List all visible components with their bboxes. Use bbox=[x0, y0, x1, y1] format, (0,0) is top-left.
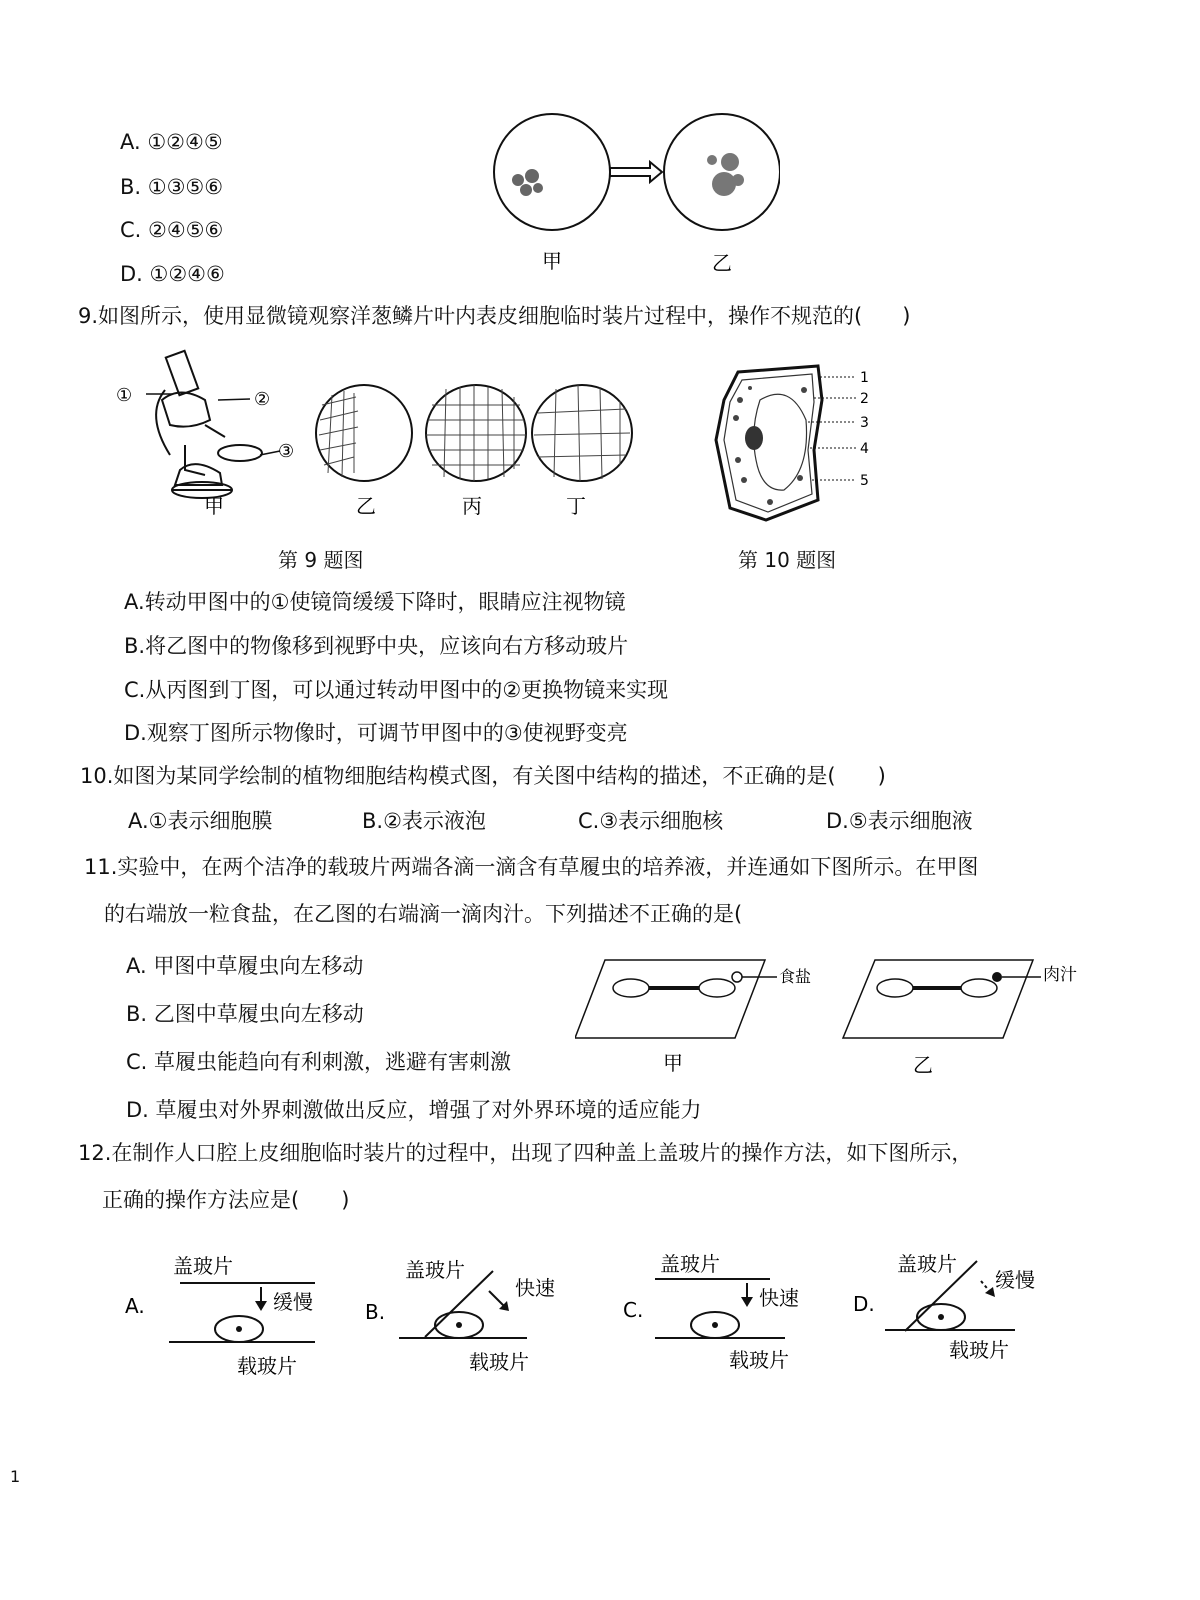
broth-drop bbox=[992, 972, 1002, 982]
arrow-icon-d bbox=[985, 1287, 995, 1297]
q12-slide-d: 载玻片 bbox=[949, 1338, 1009, 1362]
microscope-drawing bbox=[156, 351, 262, 498]
channel-jia bbox=[649, 986, 699, 990]
drop-right-jia bbox=[699, 979, 735, 997]
cell-label-5: 5 bbox=[860, 473, 869, 489]
q12-cover-c: 盖玻片 bbox=[660, 1252, 720, 1276]
q12-slide-b: 载玻片 bbox=[469, 1350, 529, 1374]
q10-option-a: A.①表示细胞膜 bbox=[128, 809, 273, 833]
q12-letter-b: B. bbox=[365, 1300, 386, 1324]
field-of-view-yi bbox=[664, 114, 780, 230]
q8-figure bbox=[480, 100, 780, 290]
q9-caption: 第 9 题图 bbox=[278, 548, 364, 572]
q12-panel-c bbox=[623, 1252, 799, 1372]
q11-stem-line1: 11.实验中，在两个洁净的载玻片两端各滴一滴含有草履虫的培养液，并连通如下图所示。在甲图 bbox=[84, 855, 979, 879]
arrow-down-icon bbox=[741, 1297, 753, 1307]
q12-speed-c: 快速 bbox=[759, 1286, 799, 1310]
q12-stem-line1: 12.在制作人口腔上皮细胞临时装片的过程中，出现了四种盖上盖玻片的操作方法，如下图所示， bbox=[78, 1141, 973, 1165]
slide-yi bbox=[843, 960, 1033, 1038]
salt-label: 食盐 bbox=[779, 967, 812, 986]
q10-option-b: B.②表示液泡 bbox=[362, 809, 486, 833]
q11-option-c: C. 草履虫能趋向有利刺激，逃避有害刺激 bbox=[126, 1050, 512, 1074]
q12-letter-a: A. bbox=[125, 1294, 145, 1318]
q12-cover-d: 盖玻片 bbox=[897, 1252, 957, 1276]
q11-option-d: D. 草履虫对外界刺激做出反应，增强了对外界环境的适应能力 bbox=[126, 1098, 702, 1122]
q8-option-c: C. ②④⑤⑥ bbox=[120, 218, 224, 242]
microscope-label-3: ③ bbox=[278, 441, 295, 462]
q8-option-a: A. ①②④⑤ bbox=[120, 130, 223, 154]
arrow-right-icon bbox=[610, 162, 662, 182]
q10-caption: 第 10 题图 bbox=[738, 548, 837, 572]
arrow-down-icon bbox=[255, 1301, 267, 1311]
q10-figure bbox=[710, 360, 890, 530]
q9-label-ding: 丁 bbox=[566, 494, 586, 518]
q12-speed-b: 快速 bbox=[515, 1276, 555, 1300]
q9-option-a: A.转动甲图中的①使镜筒缓缓下降时，眼睛应注视物镜 bbox=[124, 590, 626, 614]
cell-label-4: 4 bbox=[860, 441, 869, 457]
q10-option-d: D.⑤表示细胞液 bbox=[826, 809, 973, 833]
q11-option-a: A. 甲图中草履虫向左移动 bbox=[126, 954, 364, 978]
field-bing bbox=[426, 385, 526, 481]
q12-panel-d bbox=[853, 1252, 1035, 1362]
q9-label-bing: 丙 bbox=[462, 494, 482, 518]
q12-figure bbox=[115, 1245, 1095, 1395]
q11-stem-line2: 的右端放一粒食盐，在乙图的右端滴一滴肉汁。下列描述不正确的是( bbox=[104, 902, 743, 926]
q8-label-jia: 甲 bbox=[542, 249, 562, 273]
q12-slide-c: 载玻片 bbox=[729, 1348, 789, 1372]
q12-cover-b: 盖玻片 bbox=[405, 1258, 465, 1282]
q9-figure bbox=[110, 345, 650, 520]
drop-right-yi bbox=[961, 979, 997, 997]
page-number: 1 bbox=[10, 1467, 21, 1486]
q8-option-b: B. ①③⑤⑥ bbox=[120, 175, 224, 199]
q10-stem: 10.如图为某同学绘制的植物细胞结构模式图，有关图中结构的描述，不正确的是( ) bbox=[80, 764, 886, 788]
q8-label-yi: 乙 bbox=[712, 251, 732, 275]
nucleus bbox=[745, 426, 763, 450]
q11-label-yi: 乙 bbox=[913, 1053, 933, 1077]
q12-panel-a bbox=[125, 1254, 315, 1378]
q11-option-b: B. 乙图中草履虫向左移动 bbox=[126, 1002, 364, 1026]
q11-label-jia: 甲 bbox=[663, 1051, 683, 1075]
q9-label-jia: 甲 bbox=[204, 494, 224, 518]
cell-membrane bbox=[724, 374, 814, 512]
q11-figure bbox=[575, 950, 1095, 1080]
q9-option-d: D.观察丁图所示物像时，可调节甲图中的③使视野变亮 bbox=[124, 721, 628, 745]
field-of-view-jia bbox=[494, 114, 610, 230]
drop-left-yi bbox=[877, 979, 913, 997]
field-ding-cells bbox=[534, 385, 630, 481]
q12-cover-a: 盖玻片 bbox=[173, 1254, 233, 1278]
q12-letter-d: D. bbox=[853, 1292, 875, 1316]
q12-speed-a: 缓慢 bbox=[273, 1290, 313, 1314]
q9-label-yi: 乙 bbox=[356, 494, 376, 518]
q8-option-d: D. ①②④⑥ bbox=[120, 262, 225, 286]
cell-label-2: 2 bbox=[860, 391, 869, 407]
cell-label-1: 1 bbox=[860, 370, 869, 386]
broth-label: 肉汁 bbox=[1043, 965, 1077, 985]
drop-left-jia bbox=[613, 979, 649, 997]
q10-option-c: C.③表示细胞核 bbox=[578, 809, 724, 833]
cell-label-3: 3 bbox=[860, 415, 869, 431]
field-yi-cells bbox=[319, 391, 358, 477]
microscope-label-2: ② bbox=[254, 389, 271, 410]
q9-stem: 9.如图所示，使用显微镜观察洋葱鳞片叶内表皮细胞临时装片过程中，操作不规范的( ) bbox=[78, 304, 911, 328]
channel-yi bbox=[913, 986, 961, 990]
microscope-label-1: ① bbox=[116, 385, 133, 406]
q12-letter-c: C. bbox=[623, 1298, 644, 1322]
q12-slide-a: 载玻片 bbox=[237, 1354, 297, 1378]
cell-cluster-yi bbox=[707, 153, 744, 196]
q9-option-b: B.将乙图中的物像移到视野中央，应该向右方移动玻片 bbox=[124, 634, 629, 658]
cell-cluster-jia bbox=[512, 169, 543, 196]
q12-speed-d: 缓慢 bbox=[995, 1268, 1035, 1292]
salt-grain bbox=[732, 972, 742, 982]
q12-panel-b bbox=[365, 1258, 555, 1374]
q12-stem-line2: 正确的操作方法应是( ) bbox=[102, 1188, 350, 1212]
q9-option-c: C.从丙图到丁图，可以通过转动甲图中的②更换物镜来实现 bbox=[124, 678, 669, 702]
